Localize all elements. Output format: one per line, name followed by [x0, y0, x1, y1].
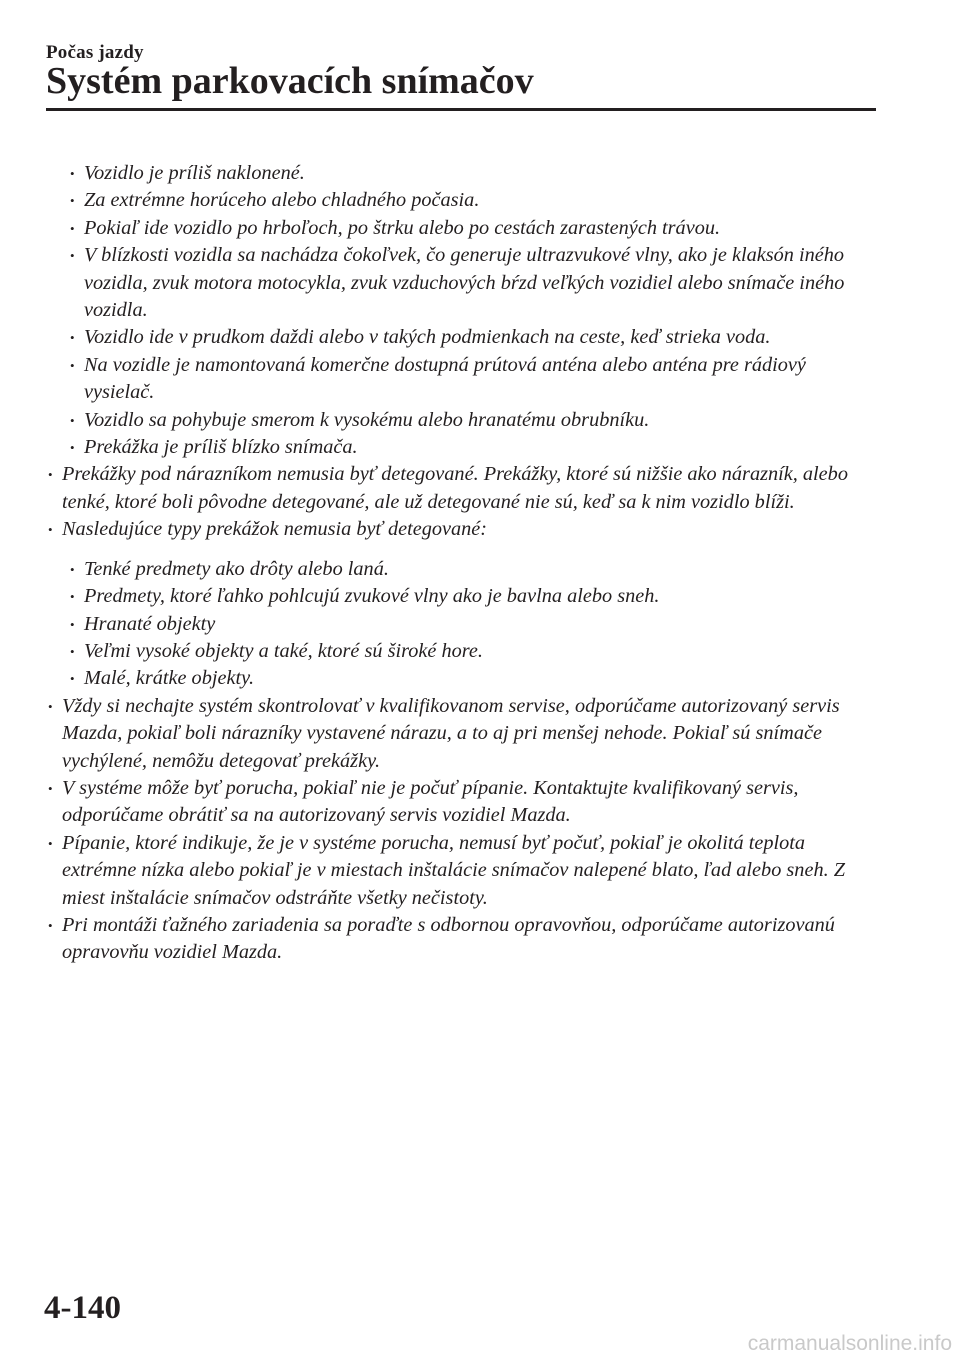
list-item: • Za extrémne horúceho alebo chladného počasia.: [70, 187, 878, 214]
page-title: Systém parkovacích snímačov: [46, 60, 534, 102]
header-divider: [46, 108, 876, 111]
list-item: • V systéme môže byť porucha, pokiaľ nie je počuť pípanie. Kontaktujte kvalifikovaný servis, odporúčame obrátiť sa na autorizovaný servis vozidiel Mazda.: [48, 775, 878, 830]
bullet-list: [48, 160, 878, 967]
list-item: • Pípanie, ktoré indikuje, že je v systéme porucha, nemusí byť počuť, pokiaľ je okolitá teplota extrémne nízka alebo pokiaľ je v miestach inštalácie snímačov nalepené blato, ľad alebo sneh. Z miest inštalácie snímačov odstráňte všetky nečistoty.: [48, 830, 878, 912]
list-item: • Pri montáži ťažného zariadenia sa poraďte s odbornou opravovňou, odporúčame autorizovanú opravovňu vozidiel Mazda.: [48, 912, 878, 967]
list-item: • Tenké predmety ako drôty alebo laná.: [70, 556, 878, 583]
list-item: • Vozidlo sa pohybuje smerom k vysokému alebo hranatému obrubníku.: [70, 407, 878, 434]
list-item: • Pokiaľ ide vozidlo po hrboľoch, po štrku alebo po cestách zarastených trávou.: [70, 215, 878, 242]
page-number: 4-140: [44, 1290, 121, 1326]
list-item: • Predmety, ktoré ľahko pohlcujú zvukové vlny ako je bavlna alebo sneh.: [70, 583, 878, 610]
list-item: • Veľmi vysoké objekty a také, ktoré sú široké hore.: [70, 638, 878, 665]
list-item: • Prekážky pod nárazníkom nemusia byť detegované. Prekážky, ktoré sú nižšie ako nárazník, alebo tenké, ktoré boli pôvodne detegované, ale už detegované nie sú, keď sa k nim vozidlo blíži.: [48, 461, 878, 516]
list-item: • Prekážka je príliš blízko snímača.: [70, 434, 878, 461]
section-label: Počas jazdy: [46, 42, 144, 63]
list-item: • Vždy si nechajte systém skontrolovať v kvalifikovanom servise, odporúčame autorizovaný servis Mazda, pokiaľ boli nárazníky vystavené nárazu, a to aj pri menšej nehode. Pokiaľ sú snímače vychýlené, nemôžu detegovať prekážky.: [48, 693, 878, 775]
list-item: • Vozidlo ide v prudkom daždi alebo v takých podmienkach na ceste, keď strieka voda.: [70, 324, 878, 351]
watermark: carmanualsonline.info: [747, 1332, 952, 1355]
list-item: • Malé, krátke objekty.: [70, 665, 878, 692]
list-item: • V blízkosti vozidla sa nachádza čokoľvek, čo generuje ultrazvukové vlny, ako je klaksón iného vozidla, zvuk motora motocykla, zvuk vzduchových bŕzd veľkých vozidiel alebo snímače iného vozidla.: [70, 242, 878, 324]
list-item: • Hranaté objekty: [70, 611, 878, 638]
list-item: • Na vozidle je namontovaná komerčne dostupná prútová anténa alebo anténa pre rádiový vysielač.: [70, 352, 878, 407]
list-item: • Vozidlo je príliš naklonené.: [70, 160, 878, 187]
list-item: • Nasledujúce typy prekážok nemusia byť detegované:: [48, 516, 878, 543]
